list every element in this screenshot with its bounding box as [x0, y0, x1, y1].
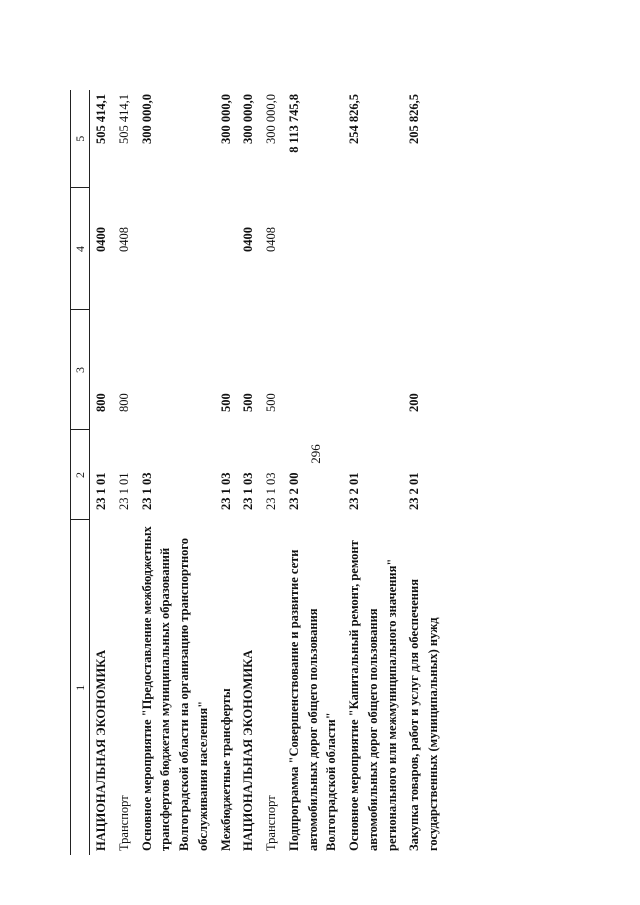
header-col-3: 3 [71, 310, 90, 430]
table-row [343, 90, 403, 855]
row-vr: 500 [264, 393, 278, 412]
row-name: Закупка товаров, работ и услуг для обеспечения государственных (муниципальных) нужд [407, 579, 440, 851]
rotated-page-content [70, 90, 570, 855]
row-sum: 300 000,0 [241, 94, 256, 144]
row-vr [343, 310, 403, 430]
row-sum: 300 000,0 [218, 94, 233, 144]
row-rzpr: 0408 [264, 227, 278, 252]
row-name: Подпрограмма "Совершенствование и развитие сети автомобильных дорог общего пользования Волгоградской области" [286, 549, 339, 851]
row-rzpr [215, 188, 238, 310]
row-sum: 505 414,1 [94, 94, 108, 144]
header-col-2: 2 [71, 430, 90, 520]
row-name: НАЦИОНАЛЬНАЯ ЭКОНОМИКА [241, 649, 256, 851]
row-vr: 500 [218, 393, 233, 412]
row-csr: 23 1 01 [94, 472, 108, 510]
row-vr [136, 310, 215, 430]
table-row [283, 90, 343, 855]
table-row [403, 90, 445, 855]
row-name: НАЦИОНАЛЬНАЯ ЭКОНОМИКА [94, 649, 108, 851]
row-sum: 300 000,0 [139, 94, 154, 144]
row-sum: 254 826,5 [347, 94, 361, 144]
row-rzpr: 0400 [94, 227, 108, 252]
table-row [90, 90, 113, 855]
row-vr: 500 [241, 393, 256, 412]
row-rzpr [403, 188, 445, 310]
row-vr: 800 [116, 393, 131, 412]
table-row [136, 90, 215, 855]
row-sum: 300 000,0 [264, 94, 278, 144]
row-csr: 23 2 00 [286, 472, 301, 510]
row-sum: 205 826,5 [407, 94, 422, 144]
table-body [90, 90, 445, 855]
row-csr: 23 1 03 [264, 472, 278, 510]
page-number: 296 [308, 444, 323, 464]
row-rzpr [343, 188, 403, 310]
header-col-4: 4 [71, 188, 90, 310]
row-name: Транспорт [116, 795, 131, 851]
table-header [71, 90, 90, 855]
row-vr: 200 [407, 393, 422, 412]
row-name: Основное мероприятие "Предоставление межбюджетных трансфертов бюджетам муниципальных образований Волгоградской области на организацию транспортного обслуживания населения" [139, 526, 210, 851]
row-rzpr: 0400 [241, 227, 256, 252]
table-row [113, 90, 136, 855]
row-rzpr: 0408 [116, 227, 131, 252]
row-name: Основное мероприятие "Капитальный ремонт, ремонт автомобильных дорог общего пользования регионального или межмуниципального значения" [347, 540, 399, 851]
row-csr: 23 2 01 [347, 472, 361, 510]
row-rzpr [136, 188, 215, 310]
row-csr: 23 1 03 [241, 472, 256, 510]
table-row [215, 90, 238, 855]
table-row [260, 90, 283, 855]
row-vr: 800 [94, 393, 108, 412]
row-sum: 8 113 745,8 [286, 94, 301, 153]
budget-table [70, 90, 445, 855]
row-vr [283, 310, 343, 430]
header-col-5: 5 [71, 90, 90, 188]
row-name: Транспорт [264, 795, 278, 851]
row-sum: 505 414,1 [116, 94, 131, 144]
header-col-1: 1 [71, 520, 90, 855]
table-row [237, 90, 260, 855]
row-name: Межбюджетные трансферты [218, 688, 233, 851]
row-csr: 23 1 03 [139, 472, 154, 510]
row-csr: 23 1 01 [116, 472, 131, 510]
row-csr: 23 2 01 [407, 472, 422, 510]
row-rzpr [283, 188, 343, 310]
row-csr: 23 1 03 [218, 472, 233, 510]
header-row [71, 90, 90, 855]
